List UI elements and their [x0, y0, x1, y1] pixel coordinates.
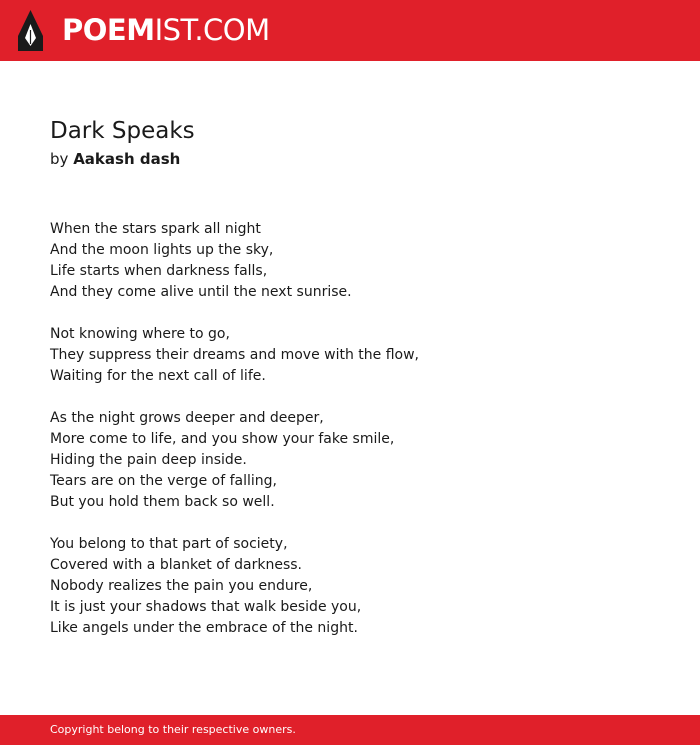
poem-line: Waiting for the next call of life. [50, 368, 266, 384]
poem-body [50, 219, 650, 660]
poem-title: Dark Speaks [50, 118, 195, 144]
poem-line: You belong to that part of society, [50, 536, 288, 552]
poem-line: More come to life, and you show your fake smile, [50, 431, 395, 447]
pen-nib-icon[interactable] [18, 10, 43, 51]
logo-text-strong: POEM [62, 13, 155, 47]
poem-line: And the moon lights up the sky, [50, 242, 274, 258]
poem-author: Aakash dash [73, 150, 181, 168]
poem-line: Like angels under the embrace of the night. [50, 620, 358, 636]
poem-line: But you hold them back so well. [50, 494, 275, 510]
poem-line: Nobody realizes the pain you endure, [50, 578, 313, 594]
poem-line: Not knowing where to go, [50, 326, 230, 342]
poem-line: When the stars spark all night [50, 221, 261, 237]
poem-line: They suppress their dreams and move with the flow, [50, 347, 419, 363]
stanza [50, 408, 650, 513]
stanza [50, 534, 650, 639]
copyright-notice: Copyright belong to their respective owners. [50, 723, 296, 736]
stanza [50, 219, 650, 303]
poem-line: It is just your shadows that walk beside you, [50, 599, 362, 615]
site-footer [0, 715, 700, 745]
poem-line: As the night grows deeper and deeper, [50, 410, 324, 426]
stanza [50, 324, 650, 387]
poem-line: And they come alive until the next sunrise. [50, 284, 352, 300]
site-header [0, 0, 700, 61]
poem-line: Tears are on the verge of falling, [50, 473, 277, 489]
logo-text-light: IST.COM [154, 13, 270, 47]
site-logo[interactable] [62, 13, 270, 47]
poem-line: Life starts when darkness falls, [50, 263, 268, 279]
poem-line: Covered with a blanket of darkness. [50, 557, 303, 573]
by-label: by [50, 150, 69, 168]
poem-line: Hiding the pain deep inside. [50, 452, 247, 468]
poem-byline [50, 149, 180, 169]
